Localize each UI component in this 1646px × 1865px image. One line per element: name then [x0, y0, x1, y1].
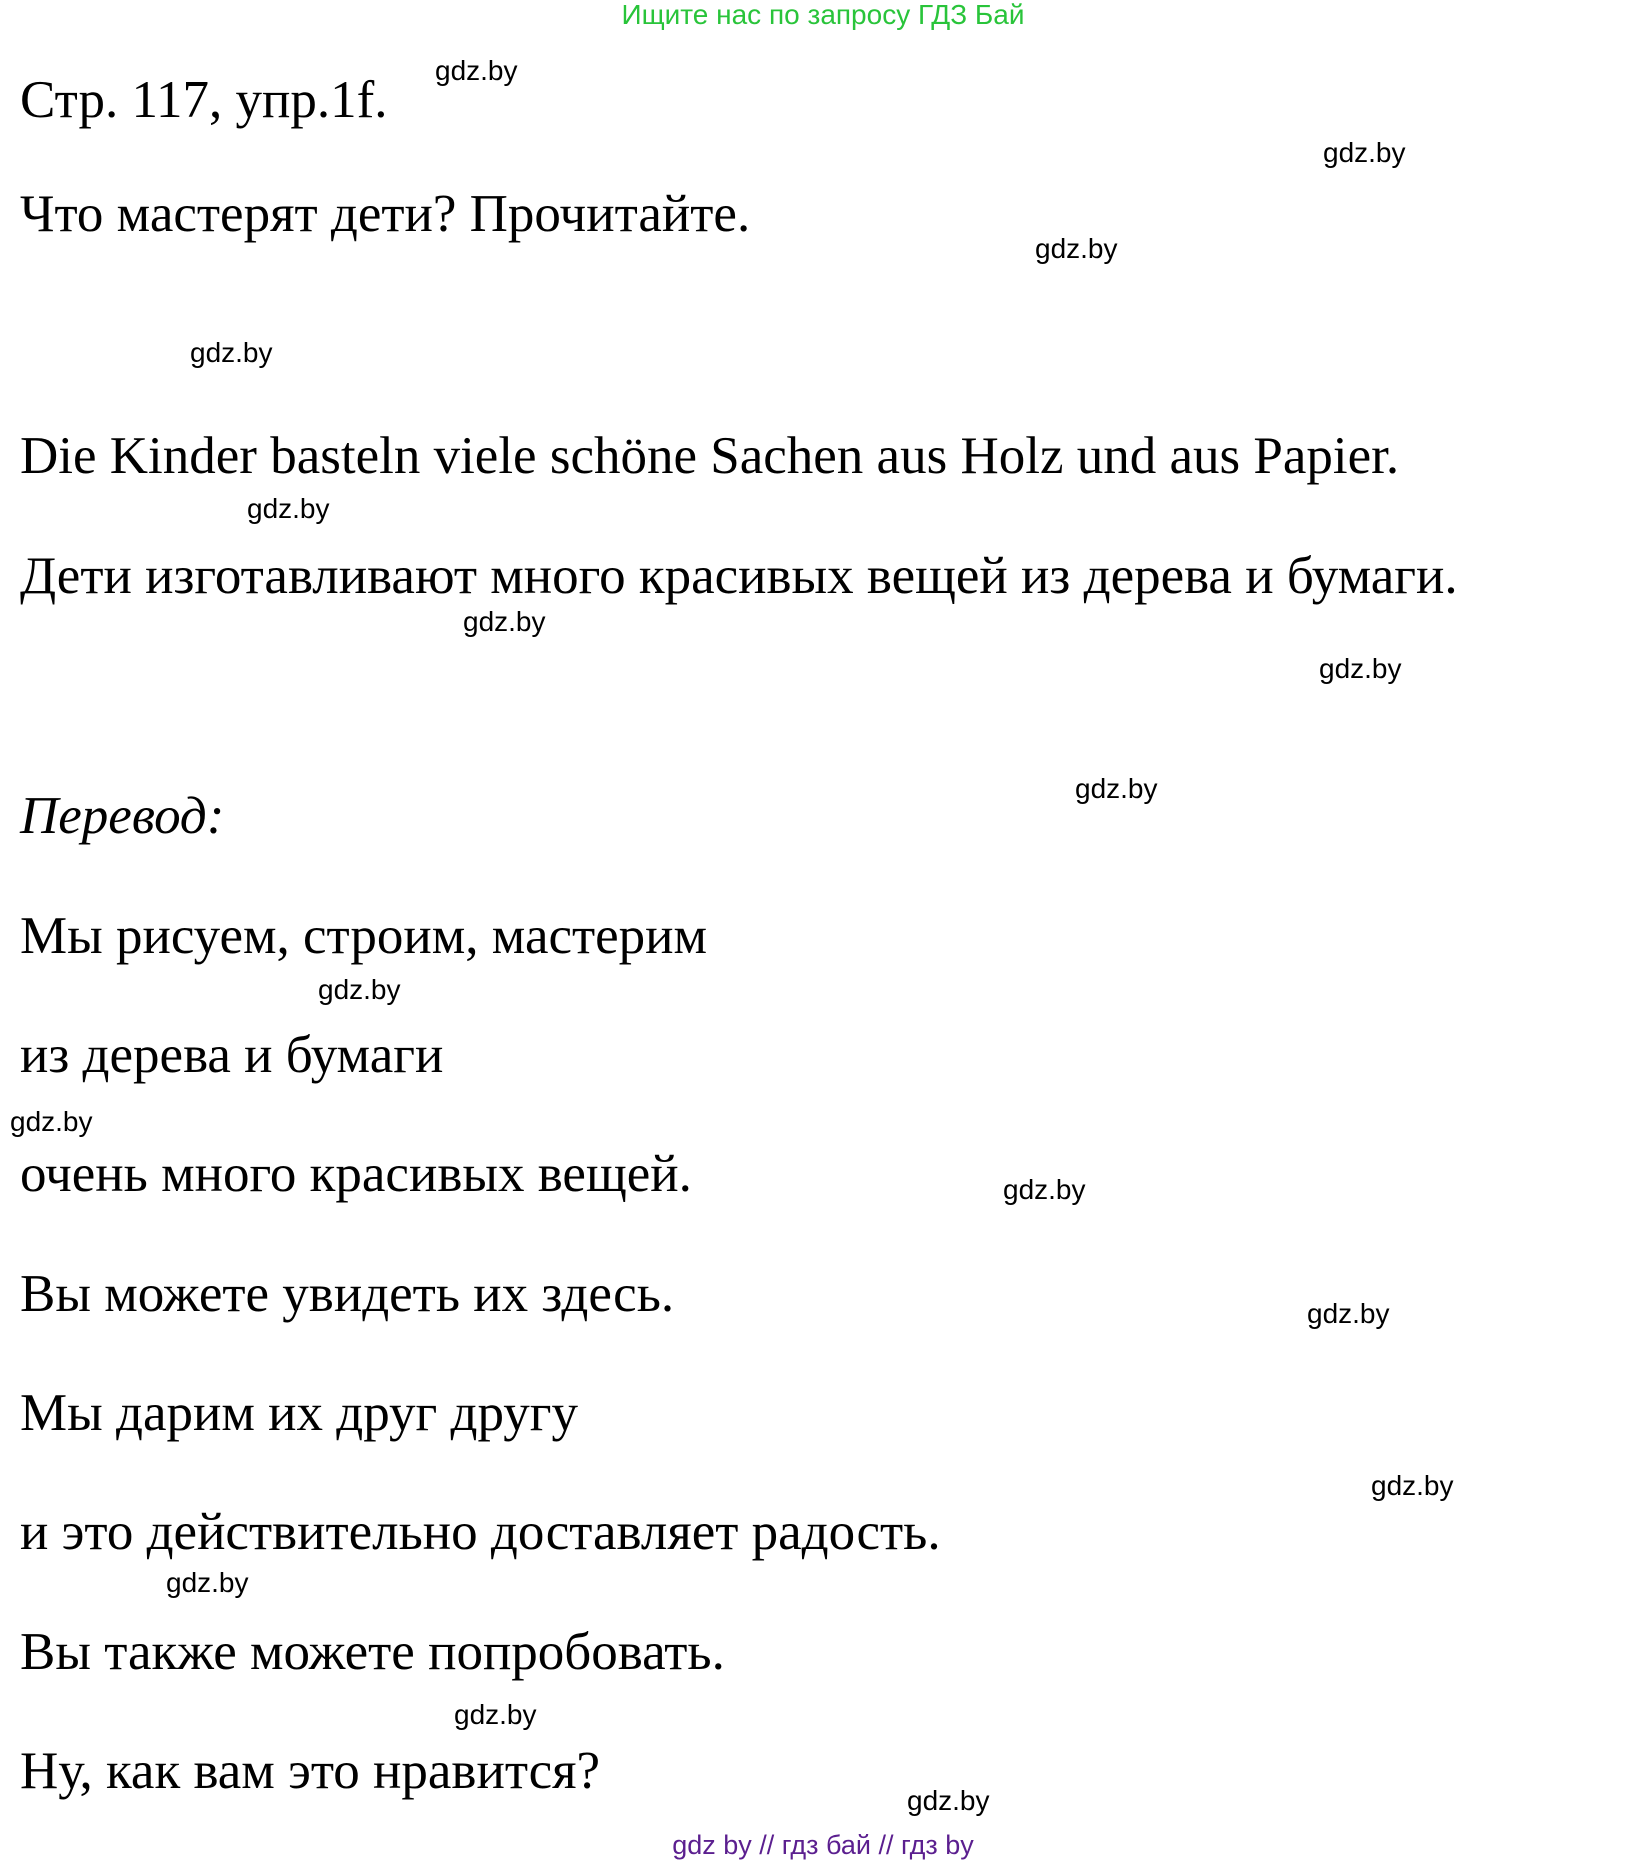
russian-sentence: Дети изготавливают много красивых вещей из дерева и бумаги.	[20, 547, 1458, 605]
translation-line: и это действительно доставляет радость.	[20, 1503, 941, 1561]
german-sentence: Die Kinder basteln viele schöne Sachen aus Holz und aus Papier.	[20, 427, 1400, 485]
watermark: gdz.by	[1323, 137, 1406, 168]
watermark: gdz.by	[1003, 1174, 1086, 1205]
top-banner: Ищите нас по запросу ГДЗ Бай	[621, 0, 1025, 30]
watermark: gdz.by	[247, 493, 330, 524]
watermark: gdz.by	[166, 1567, 249, 1598]
watermark: gdz.by	[463, 606, 546, 637]
translation-line: из дерева и бумаги	[20, 1026, 444, 1084]
watermark: gdz.by	[435, 55, 518, 86]
watermark: gdz.by	[1075, 773, 1158, 804]
watermark: gdz.by	[190, 337, 273, 368]
translation-label: Перевод:	[20, 787, 225, 845]
watermark: gdz.by	[1319, 653, 1402, 684]
watermark: gdz.by	[454, 1699, 537, 1730]
translation-line: Мы рисуем, строим, мастерим	[20, 907, 708, 965]
translation-line: Ну, как вам это нравится?	[20, 1742, 601, 1800]
translation-line: Вы также можете попробовать.	[20, 1623, 725, 1681]
watermark: gdz.by	[1035, 233, 1118, 264]
translation-line: очень много красивых вещей.	[20, 1145, 692, 1203]
footer-links: gdz by // гдз бай // гдз by	[672, 1830, 974, 1860]
task-instruction: Что мастерят дети? Прочитайте.	[20, 185, 751, 243]
page-heading: Стр. 117, упр.1f.	[20, 71, 388, 129]
translation-line: Вы можете увидеть их здесь.	[20, 1265, 675, 1323]
watermark: gdz.by	[907, 1785, 990, 1816]
watermark: gdz.by	[1371, 1470, 1454, 1501]
watermark: gdz.by	[318, 974, 401, 1005]
translation-line: Мы дарим их друг другу	[20, 1384, 579, 1442]
watermark: gdz.by	[1307, 1298, 1390, 1329]
watermark: gdz.by	[10, 1106, 93, 1137]
